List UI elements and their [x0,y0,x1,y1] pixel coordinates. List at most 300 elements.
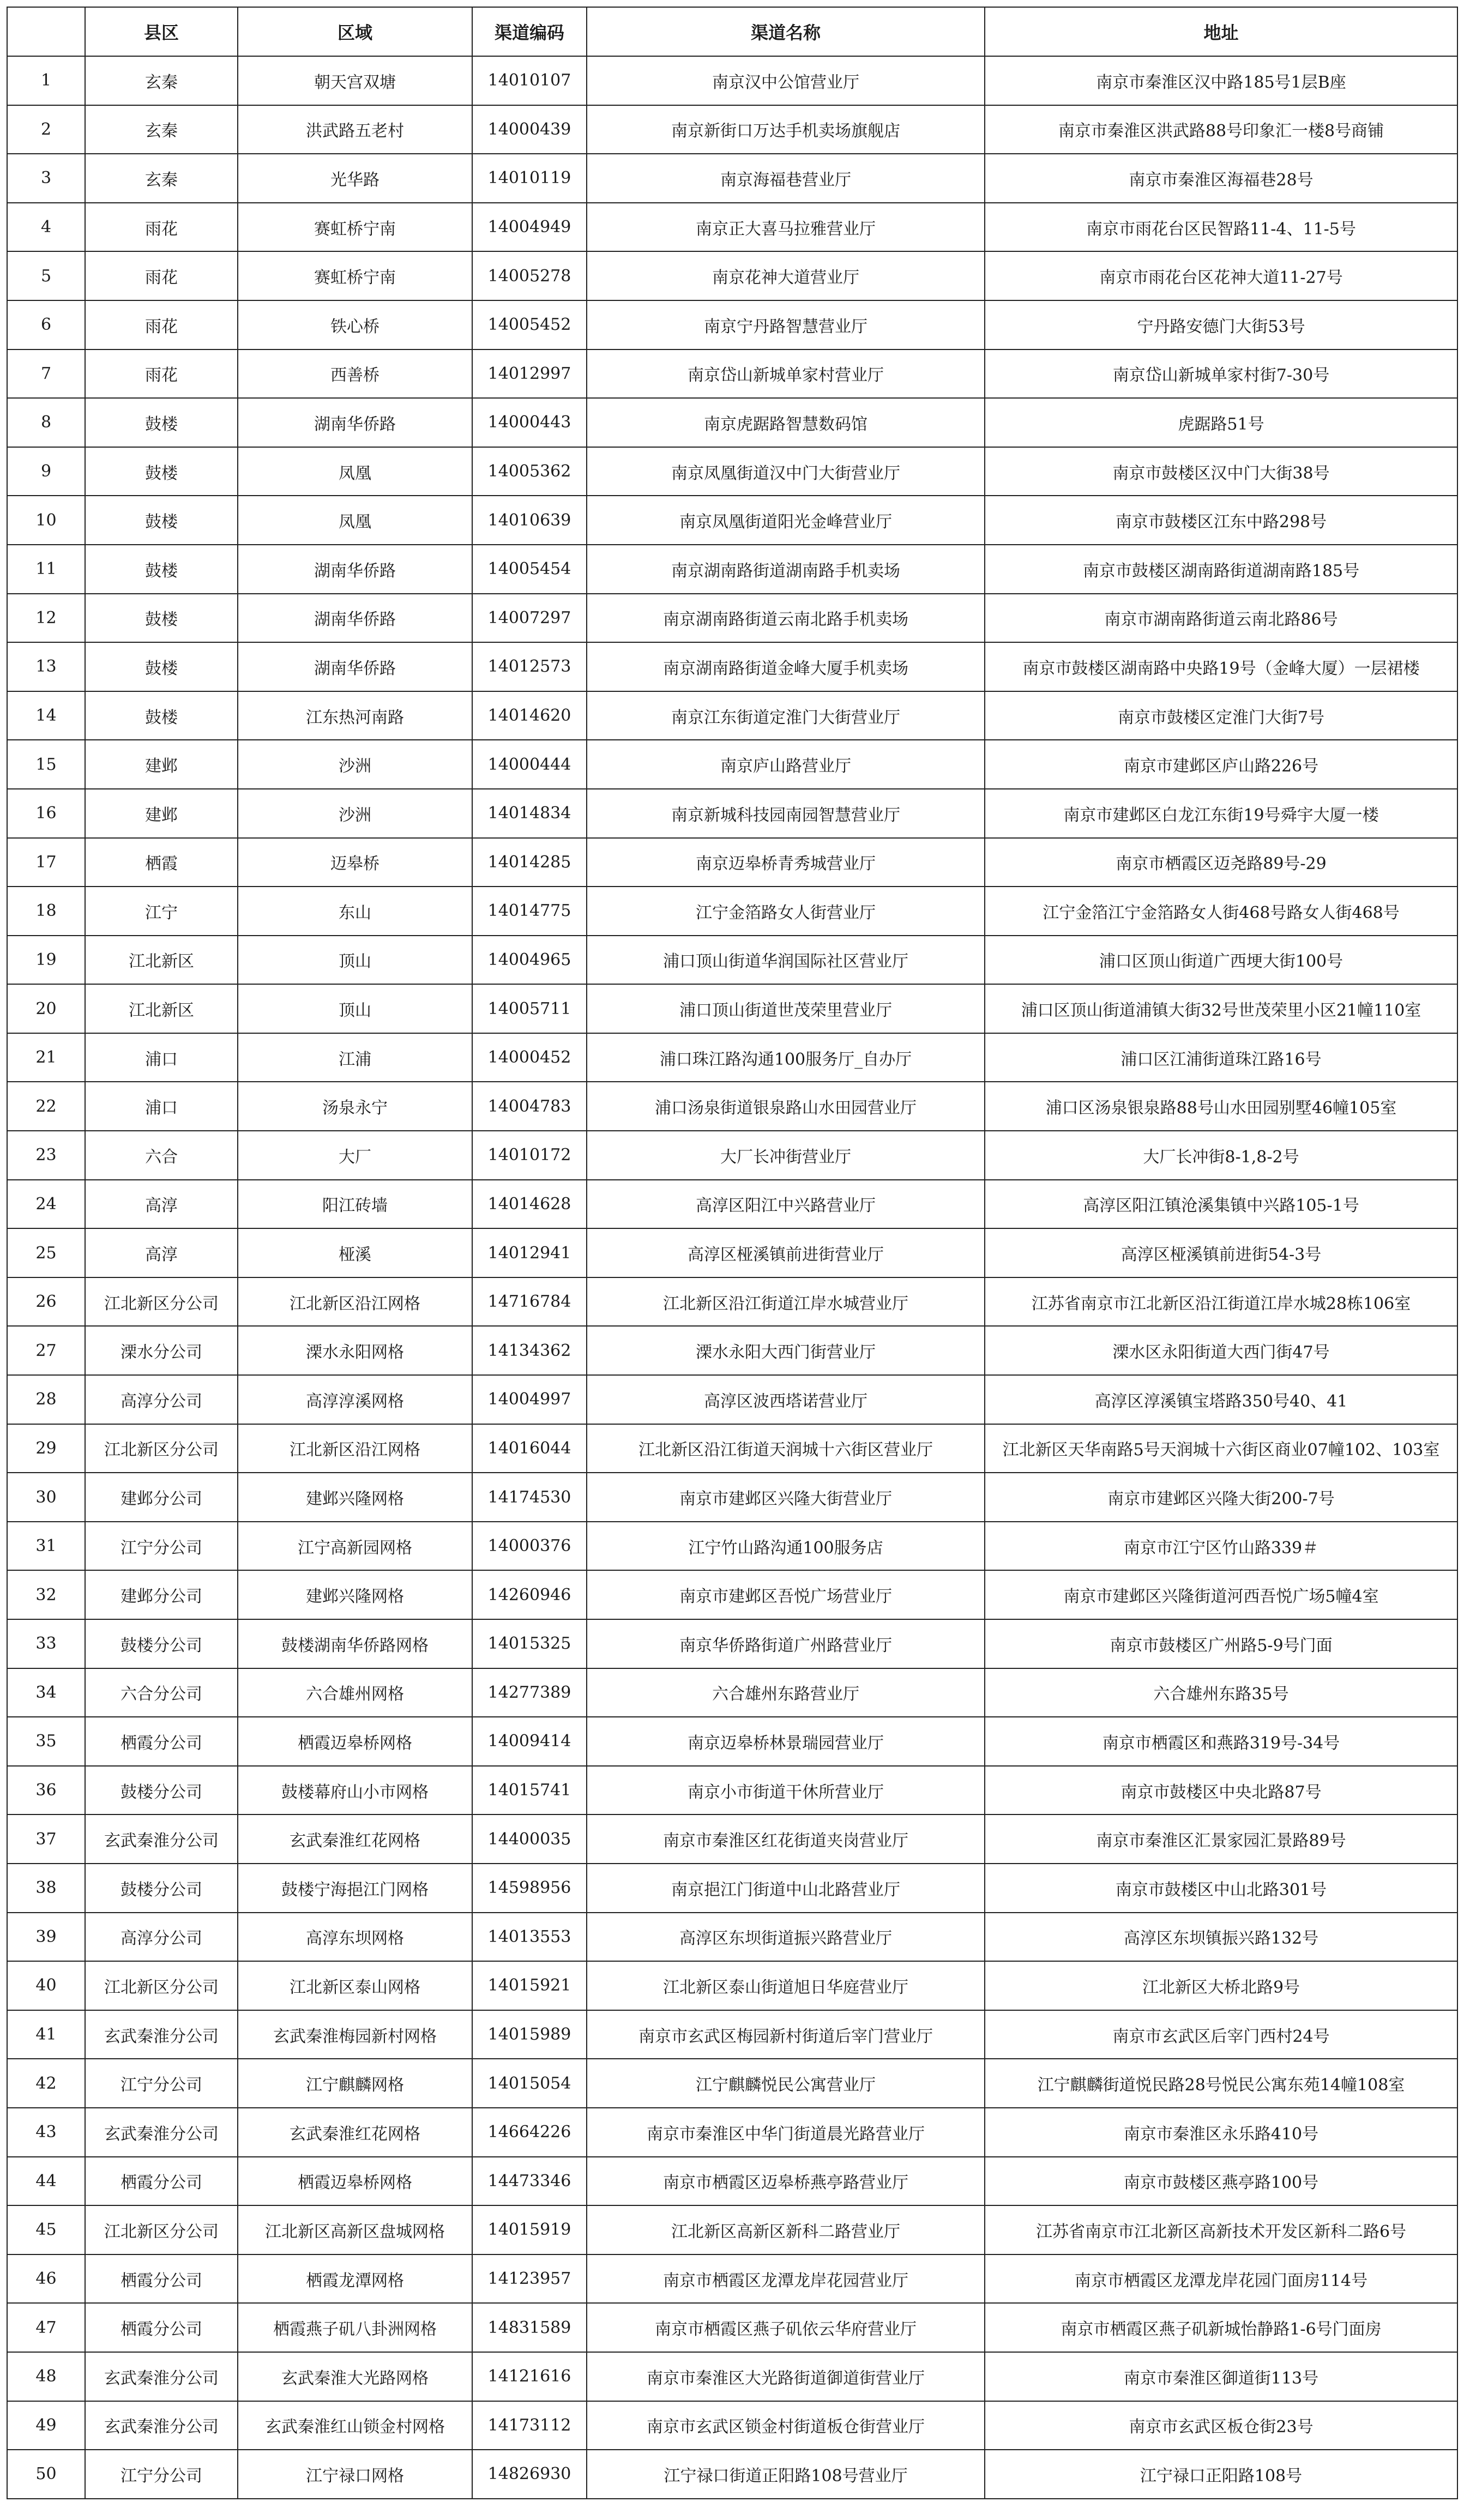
county-cell: 溧水分公司 [85,1326,238,1375]
county-cell: 高淳分公司 [85,1913,238,1962]
channel-name-cell: 南京市建邺区兴隆大街营业厅 [587,1473,985,1522]
channel-name-cell: 江宁金箔路女人街营业厅 [587,887,985,936]
channel-name-cell: 南京市建邺区吾悦广场营业厅 [587,1570,985,1619]
table-row [7,1619,1457,1668]
channel-code-cell: 14121616 [472,2352,587,2401]
channel-code-cell: 14173112 [472,2401,587,2450]
channel-name-cell: 高淳区桠溪镇前进街营业厅 [587,1228,985,1277]
area-cell: 玄武秦淮梅园新村网格 [238,2010,472,2059]
table-row [7,1864,1457,1913]
channel-code-cell: 14012997 [472,349,587,399]
channel-name-cell: 南京市秦淮区中华门街道晨光路营业厅 [587,2108,985,2157]
channel-name-cell: 浦口顶山街道世茂荣里营业厅 [587,984,985,1033]
table-row [7,2303,1457,2352]
address-cell: 南京市秦淮区汉中路185号1层B座 [985,56,1457,105]
row-index: 47 [7,2303,85,2352]
county-cell: 鼓楼分公司 [85,1619,238,1668]
address-cell: 南京市湖南路街道云南北路86号 [985,594,1457,643]
county-cell: 雨花 [85,300,238,349]
address-cell: 南京市建邺区兴隆街道河西吾悦广场5幢4室 [985,1570,1457,1619]
address-cell: 虎踞路51号 [985,398,1457,447]
address-cell: 南京市玄武区后宰门西村24号 [985,2010,1457,2059]
row-index: 13 [7,642,85,691]
area-cell: 迈皋桥 [238,838,472,887]
area-cell: 沙洲 [238,789,472,838]
channel-name-cell: 南京新城科技园南园智慧营业厅 [587,789,985,838]
row-index: 2 [7,105,85,154]
table-row [7,2010,1457,2059]
county-cell: 玄武秦淮分公司 [85,2010,238,2059]
area-cell: 六合雄州网格 [238,1668,472,1717]
row-index: 3 [7,154,85,203]
address-cell: 南京市栖霞区迈尧路89号-29 [985,838,1457,887]
channel-name-cell: 南京新街口万达手机卖场旗舰店 [587,105,985,154]
table-row [7,1570,1457,1619]
channel-code-cell: 14123957 [472,2254,587,2304]
channel-code-cell: 14260946 [472,1570,587,1619]
county-cell: 建邺 [85,789,238,838]
table-row [7,2157,1457,2206]
channel-name-cell: 南京市玄武区锁金村街道板仓街营业厅 [587,2401,985,2450]
channel-name-cell: 南京庐山路营业厅 [587,740,985,789]
channel-name-cell: 南京凤凰街道阳光金峰营业厅 [587,496,985,545]
address-cell: 南京市秦淮区永乐路410号 [985,2108,1457,2157]
address-cell: 高淳区阳江镇沧溪集镇中兴路105-1号 [985,1180,1457,1229]
table-row [7,984,1457,1033]
channel-code-cell: 14014285 [472,838,587,887]
channel-name-cell: 南京汉中公馆营业厅 [587,56,985,105]
table-row [7,1717,1457,1766]
channel-name-cell: 江北新区高新区新科二路营业厅 [587,2205,985,2254]
area-cell: 溧水永阳网格 [238,1326,472,1375]
channel-name-cell: 浦口顶山街道华润国际社区营业厅 [587,936,985,985]
address-cell: 南京市雨花台区花神大道11-27号 [985,251,1457,300]
channel-name-cell: 南京市栖霞区燕子矶依云华府营业厅 [587,2303,985,2352]
row-index: 44 [7,2157,85,2206]
area-cell: 湖南华侨路 [238,594,472,643]
channel-code-cell: 14007297 [472,594,587,643]
row-index: 9 [7,447,85,496]
county-cell: 鼓楼 [85,496,238,545]
area-cell: 赛虹桥宁南 [238,203,472,252]
area-cell: 凤凰 [238,496,472,545]
area-cell: 建邺兴隆网格 [238,1473,472,1522]
table-row [7,2352,1457,2401]
channel-code-cell: 14009414 [472,1717,587,1766]
area-cell: 栖霞龙潭网格 [238,2254,472,2304]
table-row [7,1473,1457,1522]
area-cell: 沙洲 [238,740,472,789]
area-cell: 顶山 [238,984,472,1033]
area-cell: 鼓楼宁海挹江门网格 [238,1864,472,1913]
county-cell: 雨花 [85,251,238,300]
channel-name-cell: 江北新区沿江街道江岸水城营业厅 [587,1277,985,1327]
channel-name-cell: 大厂长冲街营业厅 [587,1131,985,1180]
row-index: 15 [7,740,85,789]
address-cell: 南京市鼓楼区广州路5-9号门面 [985,1619,1457,1668]
address-cell: 大厂长冲街8-1,8-2号 [985,1131,1457,1180]
channel-code-cell: 14174530 [472,1473,587,1522]
channel-name-cell: 南京湖南路街道云南北路手机卖场 [587,594,985,643]
channel-name-cell: 江北新区沿江街道天润城十六街区营业厅 [587,1424,985,1473]
channel-name-cell: 南京小市街道干休所营业厅 [587,1766,985,1815]
area-cell: 桠溪 [238,1228,472,1277]
area-cell: 洪武路五老村 [238,105,472,154]
county-cell: 鼓楼 [85,594,238,643]
channel-code-cell: 14005711 [472,984,587,1033]
channel-code-cell: 14000444 [472,740,587,789]
row-index: 26 [7,1277,85,1327]
table-row [7,1277,1457,1327]
area-cell: 江宁禄口网格 [238,2450,472,2499]
area-cell: 鼓楼幕府山小市网格 [238,1766,472,1815]
channel-name-cell: 南京正大喜马拉雅营业厅 [587,203,985,252]
county-cell: 江北新区分公司 [85,1277,238,1327]
table-row [7,740,1457,789]
channel-code-cell: 14005362 [472,447,587,496]
channel-code-cell: 14004949 [472,203,587,252]
table-row [7,838,1457,887]
table-row [7,496,1457,545]
county-cell: 雨花 [85,349,238,399]
table-row [7,1522,1457,1571]
table-row [7,789,1457,838]
channel-name-cell: 南京市栖霞区龙潭龙岸花园营业厅 [587,2254,985,2304]
table-row [7,251,1457,300]
row-index: 31 [7,1522,85,1571]
row-index: 28 [7,1375,85,1424]
address-cell: 南京市鼓楼区燕亭路100号 [985,2157,1457,2206]
channel-code-cell: 14015921 [472,1961,587,2010]
row-index: 1 [7,56,85,105]
county-cell: 栖霞分公司 [85,1717,238,1766]
area-cell: 湖南华侨路 [238,642,472,691]
row-index: 38 [7,1864,85,1913]
area-cell: 凤凰 [238,447,472,496]
table-row [7,1326,1457,1375]
area-cell: 朝天宫双塘 [238,56,472,105]
table-row [7,2059,1457,2108]
channel-code-cell: 14012573 [472,642,587,691]
area-cell: 顶山 [238,936,472,985]
header-area: 区域 [238,7,472,56]
county-cell: 栖霞分公司 [85,2303,238,2352]
area-cell: 玄武秦淮红花网格 [238,1814,472,1864]
channel-code-cell: 14716784 [472,1277,587,1327]
channel-code-cell: 14013553 [472,1913,587,1962]
row-index: 37 [7,1814,85,1864]
row-index: 4 [7,203,85,252]
address-cell: 江宁禄口正阳路108号 [985,2450,1457,2499]
channel-code-cell: 14400035 [472,1814,587,1864]
row-index: 32 [7,1570,85,1619]
channel-code-cell: 14014620 [472,691,587,740]
table-row [7,154,1457,203]
county-cell: 栖霞分公司 [85,2254,238,2304]
row-index: 11 [7,545,85,594]
channel-name-cell: 浦口汤泉街道银泉路山水田园营业厅 [587,1082,985,1131]
channel-code-cell: 14015325 [472,1619,587,1668]
header-row [7,7,1457,56]
channel-code-cell: 14015741 [472,1766,587,1815]
county-cell: 栖霞分公司 [85,2157,238,2206]
channel-code-cell: 14014775 [472,887,587,936]
row-index: 33 [7,1619,85,1668]
area-cell: 玄武秦淮大光路网格 [238,2352,472,2401]
area-cell: 江东热河南路 [238,691,472,740]
channel-name-cell: 浦口珠江路沟通100服务厅_自办厅 [587,1033,985,1082]
address-cell: 南京市秦淮区洪武路88号印象汇一楼8号商铺 [985,105,1457,154]
channel-code-cell: 14005278 [472,251,587,300]
channel-name-cell: 南京华侨路街道广州路营业厅 [587,1619,985,1668]
channel-code-cell: 14000443 [472,398,587,447]
table-row [7,1131,1457,1180]
table-row [7,1180,1457,1229]
county-cell: 栖霞 [85,838,238,887]
county-cell: 江北新区分公司 [85,1424,238,1473]
row-index: 34 [7,1668,85,1717]
address-cell: 江苏省南京市江北新区沿江街道江岸水城28栋106室 [985,1277,1457,1327]
address-cell: 南京市栖霞区燕子矶新城怡静路1-6号门面房 [985,2303,1457,2352]
channel-code-cell: 14012941 [472,1228,587,1277]
address-cell: 浦口区顶山街道广西埂大街100号 [985,936,1457,985]
area-cell: 东山 [238,887,472,936]
address-cell: 南京市鼓楼区汉中门大街38号 [985,447,1457,496]
address-cell: 南京市雨花台区民智路11-4、11-5号 [985,203,1457,252]
row-index: 12 [7,594,85,643]
row-index: 6 [7,300,85,349]
row-index: 24 [7,1180,85,1229]
table-row [7,887,1457,936]
county-cell: 鼓楼 [85,642,238,691]
table-row [7,691,1457,740]
area-cell: 光华路 [238,154,472,203]
area-cell: 大厂 [238,1131,472,1180]
row-index: 46 [7,2254,85,2304]
address-cell: 南京市栖霞区和燕路319号-34号 [985,1717,1457,1766]
area-cell: 江宁麒麟网格 [238,2059,472,2108]
county-cell: 江北新区 [85,936,238,985]
table-row [7,936,1457,985]
county-cell: 鼓楼 [85,545,238,594]
channel-name-cell: 南京岱山新城单家村营业厅 [587,349,985,399]
table-row [7,1082,1457,1131]
address-cell: 高淳区东坝镇振兴路132号 [985,1913,1457,1962]
address-cell: 南京市建邺区白龙江东街19号舜宇大厦一楼 [985,789,1457,838]
row-index: 29 [7,1424,85,1473]
header-county: 县区 [85,7,238,56]
channel-name-cell: 南京江东街道定淮门大街营业厅 [587,691,985,740]
address-cell: 江宁金箔江宁金箔路女人街468号路女人街468号 [985,887,1457,936]
county-cell: 玄武秦淮分公司 [85,2401,238,2450]
table-row [7,2254,1457,2304]
area-cell: 赛虹桥宁南 [238,251,472,300]
area-cell: 江北新区泰山网格 [238,1961,472,2010]
county-cell: 鼓楼 [85,398,238,447]
area-cell: 西善桥 [238,349,472,399]
row-index: 36 [7,1766,85,1815]
address-cell: 南京市鼓楼区江东中路298号 [985,496,1457,545]
row-index: 30 [7,1473,85,1522]
table-row [7,56,1457,105]
row-index: 45 [7,2205,85,2254]
channel-name-cell: 江宁竹山路沟通100服务店 [587,1522,985,1571]
county-cell: 鼓楼 [85,447,238,496]
channel-code-cell: 14010119 [472,154,587,203]
table-row [7,447,1457,496]
channel-name-cell: 江宁麒麟悦民公寓营业厅 [587,2059,985,2108]
county-cell: 江宁分公司 [85,2450,238,2499]
row-index: 7 [7,349,85,399]
area-cell: 玄武秦淮红花网格 [238,2108,472,2157]
county-cell: 建邺分公司 [85,1473,238,1522]
row-index: 5 [7,251,85,300]
channel-name-cell: 南京凤凰街道汉中门大街营业厅 [587,447,985,496]
channel-name-cell: 南京湖南路街道湖南路手机卖场 [587,545,985,594]
address-cell: 浦口区汤泉银泉路88号山水田园别墅46幢105室 [985,1082,1457,1131]
channel-name-cell: 高淳区东坝街道振兴路营业厅 [587,1913,985,1962]
county-cell: 江宁分公司 [85,2059,238,2108]
table-row [7,105,1457,154]
address-cell: 南京市鼓楼区中山北路301号 [985,1864,1457,1913]
county-cell: 鼓楼分公司 [85,1766,238,1815]
address-cell: 南京岱山新城单家村街7-30号 [985,349,1457,399]
row-index: 35 [7,1717,85,1766]
channel-name-cell: 六合雄州东路营业厅 [587,1668,985,1717]
area-cell: 栖霞迈皋桥网格 [238,2157,472,2206]
channel-code-cell: 14005452 [472,300,587,349]
row-index: 48 [7,2352,85,2401]
channel-code-cell: 14000376 [472,1522,587,1571]
channel-code-cell: 14598956 [472,1864,587,1913]
table-row [7,2108,1457,2157]
channel-name-cell: 江宁禄口街道正阳路108号营业厅 [587,2450,985,2499]
table-row [7,1766,1457,1815]
channel-code-cell: 14664226 [472,2108,587,2157]
table-row [7,1961,1457,2010]
address-cell: 溧水区永阳街道大西门街47号 [985,1326,1457,1375]
table-row [7,594,1457,643]
channel-name-cell: 南京海福巷营业厅 [587,154,985,203]
table-body [7,56,1457,2499]
address-cell: 江宁麒麟街道悦民路28号悦民公寓东苑14幢108室 [985,2059,1457,2108]
channel-name-cell: 南京花神大道营业厅 [587,251,985,300]
channel-code-cell: 14015054 [472,2059,587,2108]
row-index: 50 [7,2450,85,2499]
area-cell: 江浦 [238,1033,472,1082]
row-index: 25 [7,1228,85,1277]
county-cell: 浦口 [85,1033,238,1082]
address-cell: 南京市鼓楼区湖南路中央路19号（金峰大厦）一层裙楼 [985,642,1457,691]
channel-name-cell: 溧水永阳大西门街营业厅 [587,1326,985,1375]
table-row [7,203,1457,252]
row-index: 14 [7,691,85,740]
channel-name-cell: 南京市秦淮区红花街道夹岗营业厅 [587,1814,985,1864]
county-cell: 江北新区 [85,984,238,1033]
area-cell: 江北新区沿江网格 [238,1277,472,1327]
county-cell: 建邺分公司 [85,1570,238,1619]
area-cell: 栖霞迈皋桥网格 [238,1717,472,1766]
county-cell: 六合 [85,1131,238,1180]
county-cell: 高淳 [85,1180,238,1229]
address-cell: 宁丹路安德门大街53号 [985,300,1457,349]
county-cell: 江宁分公司 [85,1522,238,1571]
county-cell: 玄武秦淮分公司 [85,2108,238,2157]
row-index: 10 [7,496,85,545]
row-index: 16 [7,789,85,838]
channel-code-cell: 14015919 [472,2205,587,2254]
row-index: 20 [7,984,85,1033]
address-cell: 六合雄州东路35号 [985,1668,1457,1717]
channel-code-cell: 14005454 [472,545,587,594]
table-row [7,300,1457,349]
channel-name-cell: 南京挹江门街道中山北路营业厅 [587,1864,985,1913]
channel-code-cell: 14004997 [472,1375,587,1424]
county-cell: 鼓楼 [85,691,238,740]
table-row [7,1228,1457,1277]
address-cell: 南京市栖霞区龙潭龙岸花园门面房114号 [985,2254,1457,2304]
row-index: 22 [7,1082,85,1131]
county-cell: 玄秦 [85,105,238,154]
county-cell: 建邺 [85,740,238,789]
area-cell: 高淳东坝网格 [238,1913,472,1962]
row-index: 19 [7,936,85,985]
header-channel-code: 渠道编码 [472,7,587,56]
area-cell: 湖南华侨路 [238,545,472,594]
county-cell: 六合分公司 [85,1668,238,1717]
channel-code-cell: 14016044 [472,1424,587,1473]
channel-name-cell: 江北新区泰山街道旭日华庭营业厅 [587,1961,985,2010]
channel-code-cell: 14004965 [472,936,587,985]
address-cell: 江北新区大桥北路9号 [985,1961,1457,2010]
address-cell: 南京市鼓楼区定淮门大街7号 [985,691,1457,740]
area-cell: 铁心桥 [238,300,472,349]
channel-code-cell: 14010107 [472,56,587,105]
channel-code-cell: 14004783 [472,1082,587,1131]
channel-code-cell: 14473346 [472,2157,587,2206]
table-row [7,1424,1457,1473]
row-index: 49 [7,2401,85,2450]
address-cell: 南京市秦淮区海福巷28号 [985,154,1457,203]
table-row [7,1668,1457,1717]
channel-name-cell: 南京市栖霞区迈皋桥燕亭路营业厅 [587,2157,985,2206]
table-row [7,2450,1457,2499]
channel-name-cell: 南京迈皋桥林景瑞园营业厅 [587,1717,985,1766]
address-cell: 江苏省南京市江北新区高新技术开发区新科二路6号 [985,2205,1457,2254]
row-index: 39 [7,1913,85,1962]
area-cell: 高淳淳溪网格 [238,1375,472,1424]
address-cell: 南京市秦淮区御道街113号 [985,2352,1457,2401]
table-row [7,2205,1457,2254]
area-cell: 鼓楼湖南华侨路网格 [238,1619,472,1668]
county-cell: 高淳 [85,1228,238,1277]
address-cell: 南京市鼓楼区湖南路街道湖南路185号 [985,545,1457,594]
channel-name-cell: 南京虎踞路智慧数码馆 [587,398,985,447]
channel-code-cell: 14010639 [472,496,587,545]
row-index: 27 [7,1326,85,1375]
area-cell: 江北新区沿江网格 [238,1424,472,1473]
county-cell: 玄武秦淮分公司 [85,1814,238,1864]
county-cell: 玄秦 [85,56,238,105]
row-index: 8 [7,398,85,447]
table-row [7,1375,1457,1424]
address-cell: 南京市秦淮区汇景家园汇景路89号 [985,1814,1457,1864]
county-cell: 玄武秦淮分公司 [85,2352,238,2401]
address-cell: 南京市玄武区板仓街23号 [985,2401,1457,2450]
row-index: 40 [7,1961,85,2010]
channel-name-cell: 南京市秦淮区大光路街道御道街营业厅 [587,2352,985,2401]
county-cell: 雨花 [85,203,238,252]
